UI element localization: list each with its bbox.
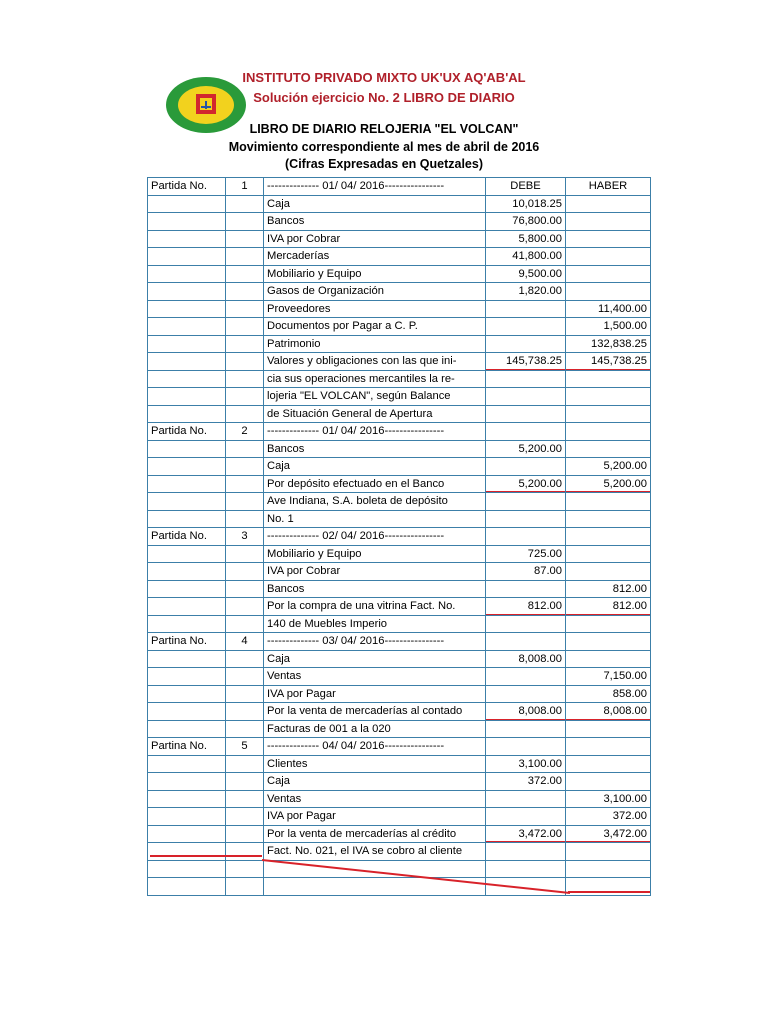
row-label: [148, 650, 226, 668]
account-description: IVA por Cobrar: [264, 230, 486, 248]
account-description: Caja: [264, 650, 486, 668]
debit-amount: 10,018.25: [486, 195, 566, 213]
row-label: [148, 475, 226, 493]
debit-amount: 41,800.00: [486, 248, 566, 266]
table-row: [148, 493, 651, 511]
entry-number: [226, 388, 264, 406]
journal-title: LIBRO DE DIARIO RELOJERIA "EL VOLCAN": [249, 122, 519, 136]
entry-header-row: [148, 738, 651, 756]
entry-number: [226, 493, 264, 511]
entry-header-row: [148, 528, 651, 546]
credit-amount: 145,738.25: [566, 353, 651, 371]
account-description: Fact. No. 021, el IVA se cobro al cliente: [264, 843, 486, 861]
credit-amount: [566, 213, 651, 231]
entry-header-row: [148, 423, 651, 441]
credit-amount: [566, 265, 651, 283]
table-row: [148, 685, 651, 703]
account-description: Por la venta de mercaderías al contado: [264, 703, 486, 721]
credit-amount: [566, 545, 651, 563]
debit-amount: 725.00: [486, 545, 566, 563]
debit-amount: 3,100.00: [486, 755, 566, 773]
row-label: [148, 353, 226, 371]
debit-amount: [486, 720, 566, 738]
entry-number: 1: [226, 178, 264, 196]
row-label: Partina No.: [148, 738, 226, 756]
haber-header: HABER: [566, 178, 651, 196]
account-description: Bancos: [264, 440, 486, 458]
table-row: [148, 405, 651, 423]
row-label: [148, 563, 226, 581]
row-label: Partina No.: [148, 633, 226, 651]
table-row: [148, 353, 651, 371]
entry-number: [226, 790, 264, 808]
table-row: [148, 195, 651, 213]
entry-number: [226, 230, 264, 248]
account-description: IVA por Pagar: [264, 808, 486, 826]
entry-header-row: [148, 633, 651, 651]
entry-number: [226, 213, 264, 231]
entry-number: 5: [226, 738, 264, 756]
debit-amount: 1,820.00: [486, 283, 566, 301]
row-label: [148, 230, 226, 248]
entry-number: [226, 668, 264, 686]
table-row: [148, 580, 651, 598]
row-label: [148, 195, 226, 213]
row-label: [148, 878, 226, 896]
table-row: [148, 248, 651, 266]
credit-amount: 858.00: [566, 685, 651, 703]
account-description: Documentos por Pagar a C. P.: [264, 318, 486, 336]
row-label: [148, 860, 226, 878]
account-description: -------------- 01/ 04/ 2016----------------: [264, 423, 486, 441]
account-description: Por la compra de una vitrina Fact. No.: [264, 598, 486, 616]
table-row: [148, 510, 651, 528]
debit-amount: 76,800.00: [486, 213, 566, 231]
entry-number: [226, 773, 264, 791]
account-description: Ventas: [264, 790, 486, 808]
entry-number: 2: [226, 423, 264, 441]
table-row: [148, 370, 651, 388]
entry-number: [226, 650, 264, 668]
entry-header-row: [148, 178, 651, 196]
debit-amount: 812.00: [486, 598, 566, 616]
row-label: [148, 668, 226, 686]
table-row: [148, 755, 651, 773]
credit-amount: 5,200.00: [566, 458, 651, 476]
credit-amount: 812.00: [566, 580, 651, 598]
credit-amount: [566, 650, 651, 668]
row-label: [148, 615, 226, 633]
account-description: Por la venta de mercaderías al crédito: [264, 825, 486, 843]
account-description: 140 de Muebles Imperio: [264, 615, 486, 633]
row-label: [148, 773, 226, 791]
debit-amount: 5,200.00: [486, 475, 566, 493]
debit-amount: 5,800.00: [486, 230, 566, 248]
school-name: INSTITUTO PRIVADO MIXTO UK'UX AQ'AB'AL: [242, 70, 526, 85]
table-row: [148, 720, 651, 738]
debit-amount: 372.00: [486, 773, 566, 791]
journal-period: Movimiento correspondiente al mes de abril de 2016: [228, 140, 540, 154]
account-description: Valores y obligaciones con las que ini-: [264, 353, 486, 371]
exercise-subtitle: Solución ejercicio No. 2 LIBRO DE DIARIO: [253, 90, 515, 105]
credit-amount: [566, 283, 651, 301]
credit-amount: 7,150.00: [566, 668, 651, 686]
debe-header: DEBE: [486, 178, 566, 196]
entry-number: [226, 265, 264, 283]
debit-amount: 8,008.00: [486, 650, 566, 668]
account-description: Mobiliario y Equipo: [264, 545, 486, 563]
debit-amount: [486, 860, 566, 878]
entry-number: [226, 580, 264, 598]
row-label: [148, 493, 226, 511]
row-label: [148, 388, 226, 406]
entry-number: [226, 248, 264, 266]
table-row: [148, 230, 651, 248]
credit-amount: [566, 423, 651, 441]
debit-amount: [486, 878, 566, 896]
entry-number: [226, 440, 264, 458]
account-description: Mercaderías: [264, 248, 486, 266]
entry-number: [226, 860, 264, 878]
account-description: Bancos: [264, 580, 486, 598]
table-row: [148, 860, 651, 878]
debit-amount: [486, 808, 566, 826]
row-label: [148, 545, 226, 563]
entry-number: [226, 370, 264, 388]
debit-amount: [486, 388, 566, 406]
account-description: Bancos: [264, 213, 486, 231]
row-label: [148, 790, 226, 808]
debit-amount: [486, 423, 566, 441]
row-label: [148, 440, 226, 458]
journal-table: [147, 177, 651, 896]
table-row: [148, 790, 651, 808]
table-row: [148, 335, 651, 353]
account-description: Proveedores: [264, 300, 486, 318]
debit-amount: [486, 510, 566, 528]
entry-number: [226, 703, 264, 721]
table-row: [148, 773, 651, 791]
entry-number: [226, 283, 264, 301]
debit-amount: [486, 615, 566, 633]
credit-amount: 132,838.25: [566, 335, 651, 353]
row-label: [148, 458, 226, 476]
credit-amount: [566, 510, 651, 528]
row-label: [148, 808, 226, 826]
debit-amount: [486, 738, 566, 756]
table-row: [148, 668, 651, 686]
account-description: Gasos de Organización: [264, 283, 486, 301]
account-description: Caja: [264, 773, 486, 791]
entry-number: [226, 475, 264, 493]
entry-number: [226, 825, 264, 843]
account-description: -------------- 03/ 04/ 2016----------------: [264, 633, 486, 651]
entry-number: [226, 510, 264, 528]
table-row: [148, 300, 651, 318]
account-description: Caja: [264, 458, 486, 476]
credit-amount: [566, 370, 651, 388]
account-description: cia sus operaciones mercantiles la re-: [264, 370, 486, 388]
entry-number: 4: [226, 633, 264, 651]
table-row: [148, 213, 651, 231]
account-description: Por depósito efectuado en el Banco: [264, 475, 486, 493]
debit-amount: [486, 790, 566, 808]
account-description: Ventas: [264, 668, 486, 686]
credit-amount: [566, 720, 651, 738]
entry-number: [226, 843, 264, 861]
credit-amount: [566, 388, 651, 406]
credit-amount: 812.00: [566, 598, 651, 616]
table-row: [148, 318, 651, 336]
table-row: [148, 458, 651, 476]
credit-amount: [566, 773, 651, 791]
row-label: [148, 335, 226, 353]
row-label: Partida No.: [148, 178, 226, 196]
debit-amount: [486, 370, 566, 388]
entry-number: [226, 878, 264, 896]
credit-amount: [566, 843, 651, 861]
row-label: [148, 843, 226, 861]
account-description: lojeria "EL VOLCAN", según Balance: [264, 388, 486, 406]
debit-amount: [486, 335, 566, 353]
credit-amount: 372.00: [566, 808, 651, 826]
credit-amount: 1,500.00: [566, 318, 651, 336]
credit-amount: [566, 738, 651, 756]
entry-number: [226, 563, 264, 581]
table-row: [148, 703, 651, 721]
entry-number: [226, 720, 264, 738]
debit-amount: 9,500.00: [486, 265, 566, 283]
table-row: [148, 283, 651, 301]
row-label: [148, 300, 226, 318]
account-description: Patrimonio: [264, 335, 486, 353]
entry-number: [226, 458, 264, 476]
credit-amount: [566, 528, 651, 546]
credit-amount: [566, 195, 651, 213]
credit-amount: [566, 755, 651, 773]
account-description: Ave Indiana, S.A. boleta de depósito: [264, 493, 486, 511]
debit-amount: 5,200.00: [486, 440, 566, 458]
credit-amount: 3,100.00: [566, 790, 651, 808]
table-row: [148, 808, 651, 826]
journal-note: (Cifras Expresadas en Quetzales): [285, 157, 483, 171]
entry-number: [226, 335, 264, 353]
account-description: IVA por Cobrar: [264, 563, 486, 581]
row-label: [148, 598, 226, 616]
row-label: [148, 318, 226, 336]
row-label: Partida No.: [148, 423, 226, 441]
entry-number: [226, 353, 264, 371]
debit-amount: [486, 668, 566, 686]
debit-amount: [486, 493, 566, 511]
account-description: Clientes: [264, 755, 486, 773]
account-description: de Situación General de Apertura: [264, 405, 486, 423]
account-description: [264, 860, 486, 878]
credit-amount: [566, 878, 651, 896]
entry-number: [226, 300, 264, 318]
debit-amount: [486, 843, 566, 861]
row-label: Partida No.: [148, 528, 226, 546]
debit-amount: 3,472.00: [486, 825, 566, 843]
row-label: [148, 510, 226, 528]
row-label: [148, 825, 226, 843]
debit-amount: 8,008.00: [486, 703, 566, 721]
debit-amount: [486, 300, 566, 318]
credit-amount: [566, 405, 651, 423]
entry-number: 3: [226, 528, 264, 546]
table-row: [148, 475, 651, 493]
table-row: [148, 843, 651, 861]
account-description: -------------- 02/ 04/ 2016----------------: [264, 528, 486, 546]
entry-number: [226, 545, 264, 563]
row-label: [148, 283, 226, 301]
row-label: [148, 405, 226, 423]
account-description: -------------- 04/ 04/ 2016----------------: [264, 738, 486, 756]
account-description: Caja: [264, 195, 486, 213]
entry-number: [226, 615, 264, 633]
entry-number: [226, 755, 264, 773]
credit-amount: [566, 248, 651, 266]
debit-amount: 87.00: [486, 563, 566, 581]
entry-number: [226, 598, 264, 616]
table-row: [148, 598, 651, 616]
row-label: [148, 580, 226, 598]
credit-amount: [566, 615, 651, 633]
table-row: [148, 545, 651, 563]
account-description: No. 1: [264, 510, 486, 528]
row-label: [148, 703, 226, 721]
entry-number: [226, 808, 264, 826]
account-description: Facturas de 001 a la 020: [264, 720, 486, 738]
row-label: [148, 265, 226, 283]
credit-amount: [566, 440, 651, 458]
credit-amount: 3,472.00: [566, 825, 651, 843]
table-row: [148, 265, 651, 283]
table-row: [148, 650, 651, 668]
debit-amount: 145,738.25: [486, 353, 566, 371]
row-label: [148, 685, 226, 703]
row-label: [148, 755, 226, 773]
entry-number: [226, 195, 264, 213]
debit-amount: [486, 580, 566, 598]
account-description: [264, 878, 486, 896]
table-row: [148, 825, 651, 843]
credit-amount: [566, 230, 651, 248]
debit-amount: [486, 528, 566, 546]
credit-amount: 8,008.00: [566, 703, 651, 721]
credit-amount: [566, 563, 651, 581]
account-description: Mobiliario y Equipo: [264, 265, 486, 283]
entry-number: [226, 318, 264, 336]
debit-amount: [486, 458, 566, 476]
table-row: [148, 878, 651, 896]
entry-number: [226, 685, 264, 703]
row-label: [148, 213, 226, 231]
row-label: [148, 720, 226, 738]
credit-amount: 11,400.00: [566, 300, 651, 318]
table-row: [148, 388, 651, 406]
table-row: [148, 563, 651, 581]
row-label: [148, 370, 226, 388]
debit-amount: [486, 405, 566, 423]
account-description: -------------- 01/ 04/ 2016----------------: [264, 178, 486, 196]
credit-amount: [566, 493, 651, 511]
debit-amount: [486, 633, 566, 651]
table-row: [148, 440, 651, 458]
credit-amount: [566, 633, 651, 651]
debit-amount: [486, 318, 566, 336]
debit-amount: [486, 685, 566, 703]
entry-number: [226, 405, 264, 423]
table-row: [148, 615, 651, 633]
credit-amount: [566, 860, 651, 878]
credit-amount: 5,200.00: [566, 475, 651, 493]
row-label: [148, 248, 226, 266]
account-description: IVA por Pagar: [264, 685, 486, 703]
